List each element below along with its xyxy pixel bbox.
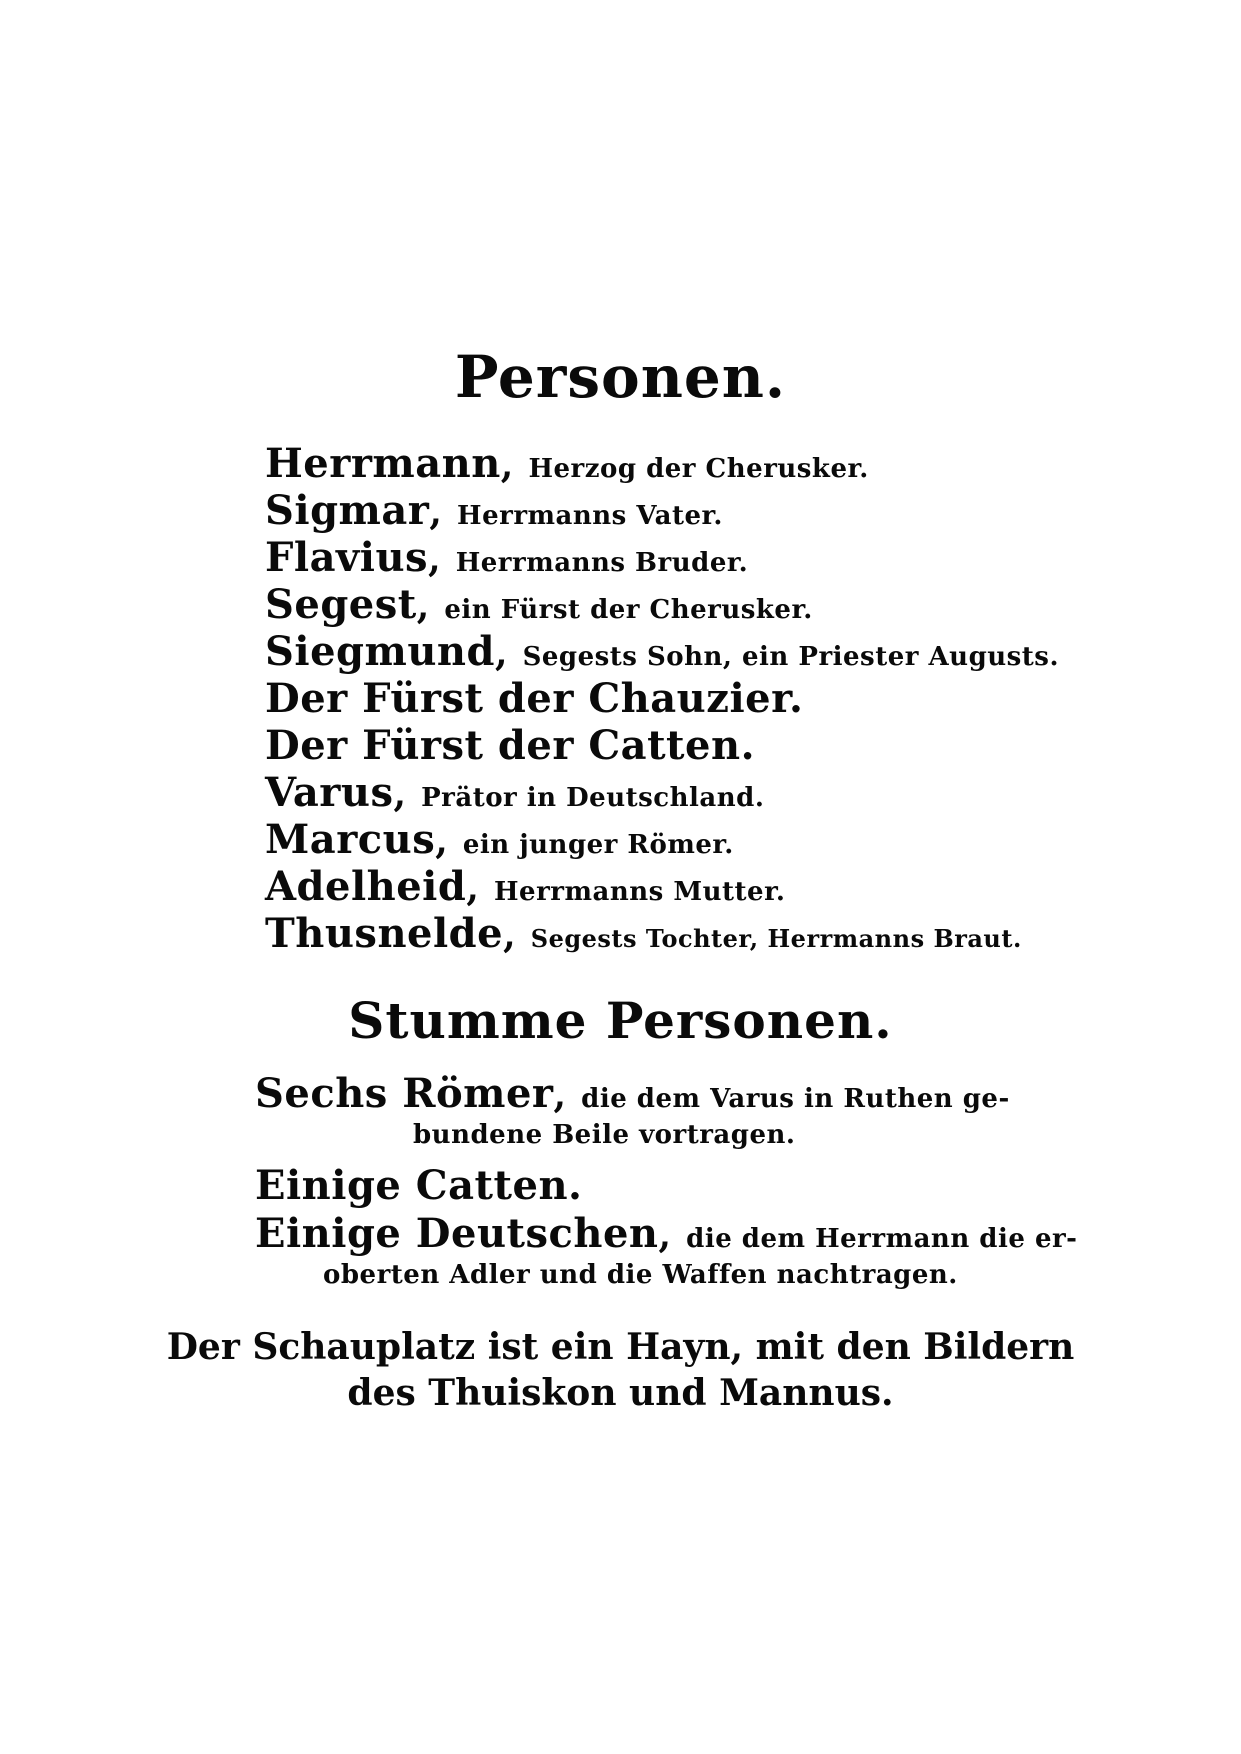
separator: , (494, 632, 508, 674)
cast-entry (265, 910, 1022, 957)
character-role: Herrmanns Mutter. (493, 877, 786, 907)
silent-character-name: Sechs Römer (255, 1070, 554, 1117)
separator: , (553, 1074, 567, 1116)
cast-entry (265, 816, 734, 863)
character-role: ein Fürst der Cherusker. (444, 595, 813, 625)
silent-character-name: Einige Deutschen (255, 1210, 659, 1257)
cast-entry (265, 769, 764, 816)
character-name: Thusnelde (265, 910, 504, 957)
character-name: Herrmann (265, 440, 501, 487)
separator: , (500, 444, 514, 486)
silent-character-name: Einige Catten. (255, 1162, 583, 1209)
separator: , (393, 773, 407, 815)
silent-entry (255, 1210, 1077, 1257)
separator: , (429, 491, 442, 533)
character-name: Der Fürst der Chauzier. (265, 675, 804, 722)
silent-character-role-continuation: oberten Adler und die Waffen nachtragen. (323, 1260, 958, 1290)
character-role: Herzog der Cherusker. (528, 454, 869, 484)
cast-entry (265, 628, 1059, 675)
character-name: Sigmar (265, 487, 430, 534)
silent-entry (255, 1070, 1010, 1117)
cast-entry (265, 534, 748, 581)
silent-character-role-continuation: bundene Beile vortragen. (413, 1120, 796, 1150)
character-role: ein junger Römer. (462, 830, 734, 860)
character-name: Siegmund (265, 628, 495, 675)
page-title: Personen. (454, 343, 787, 411)
character-name: Der Fürst der Catten. (265, 722, 755, 769)
character-name: Adelheid (265, 863, 467, 910)
setting-line: des Thuiskon und Mannus. (347, 1372, 894, 1414)
setting-line: Der Schauplatz ist ein Hayn, mit den Bildern (166, 1326, 1075, 1368)
separator: , (435, 820, 448, 862)
character-name: Varus (265, 769, 394, 816)
separator: , (503, 914, 516, 956)
character-role: Segests Sohn, ein Priester Augusts. (522, 642, 1059, 672)
character-role: Herrmanns Vater. (457, 501, 723, 531)
separator: , (466, 867, 479, 909)
character-role: Segests Tochter, Herrmanns Braut. (530, 924, 1022, 953)
silent-character-role: die dem Varus in Ruthen ge- (581, 1084, 1010, 1114)
character-role: Prätor in Deutschland. (421, 783, 765, 813)
cast-entry (265, 581, 813, 628)
cast-entry (265, 487, 723, 534)
cast-entry (265, 863, 785, 910)
silent-entry (255, 1162, 582, 1209)
character-name: Marcus (265, 816, 436, 863)
silent-character-role: die dem Herrmann die er- (686, 1224, 1078, 1254)
separator: , (416, 585, 430, 627)
character-name: Segest (265, 581, 417, 628)
character-name: Flavius (265, 534, 429, 581)
cast-entry (265, 722, 755, 769)
separator: , (658, 1214, 672, 1256)
separator: , (428, 538, 441, 580)
silent-characters-title: Stumme Personen. (348, 991, 893, 1050)
cast-entry (265, 440, 869, 487)
character-role: Herrmanns Bruder. (455, 548, 749, 578)
cast-entry (265, 675, 803, 722)
